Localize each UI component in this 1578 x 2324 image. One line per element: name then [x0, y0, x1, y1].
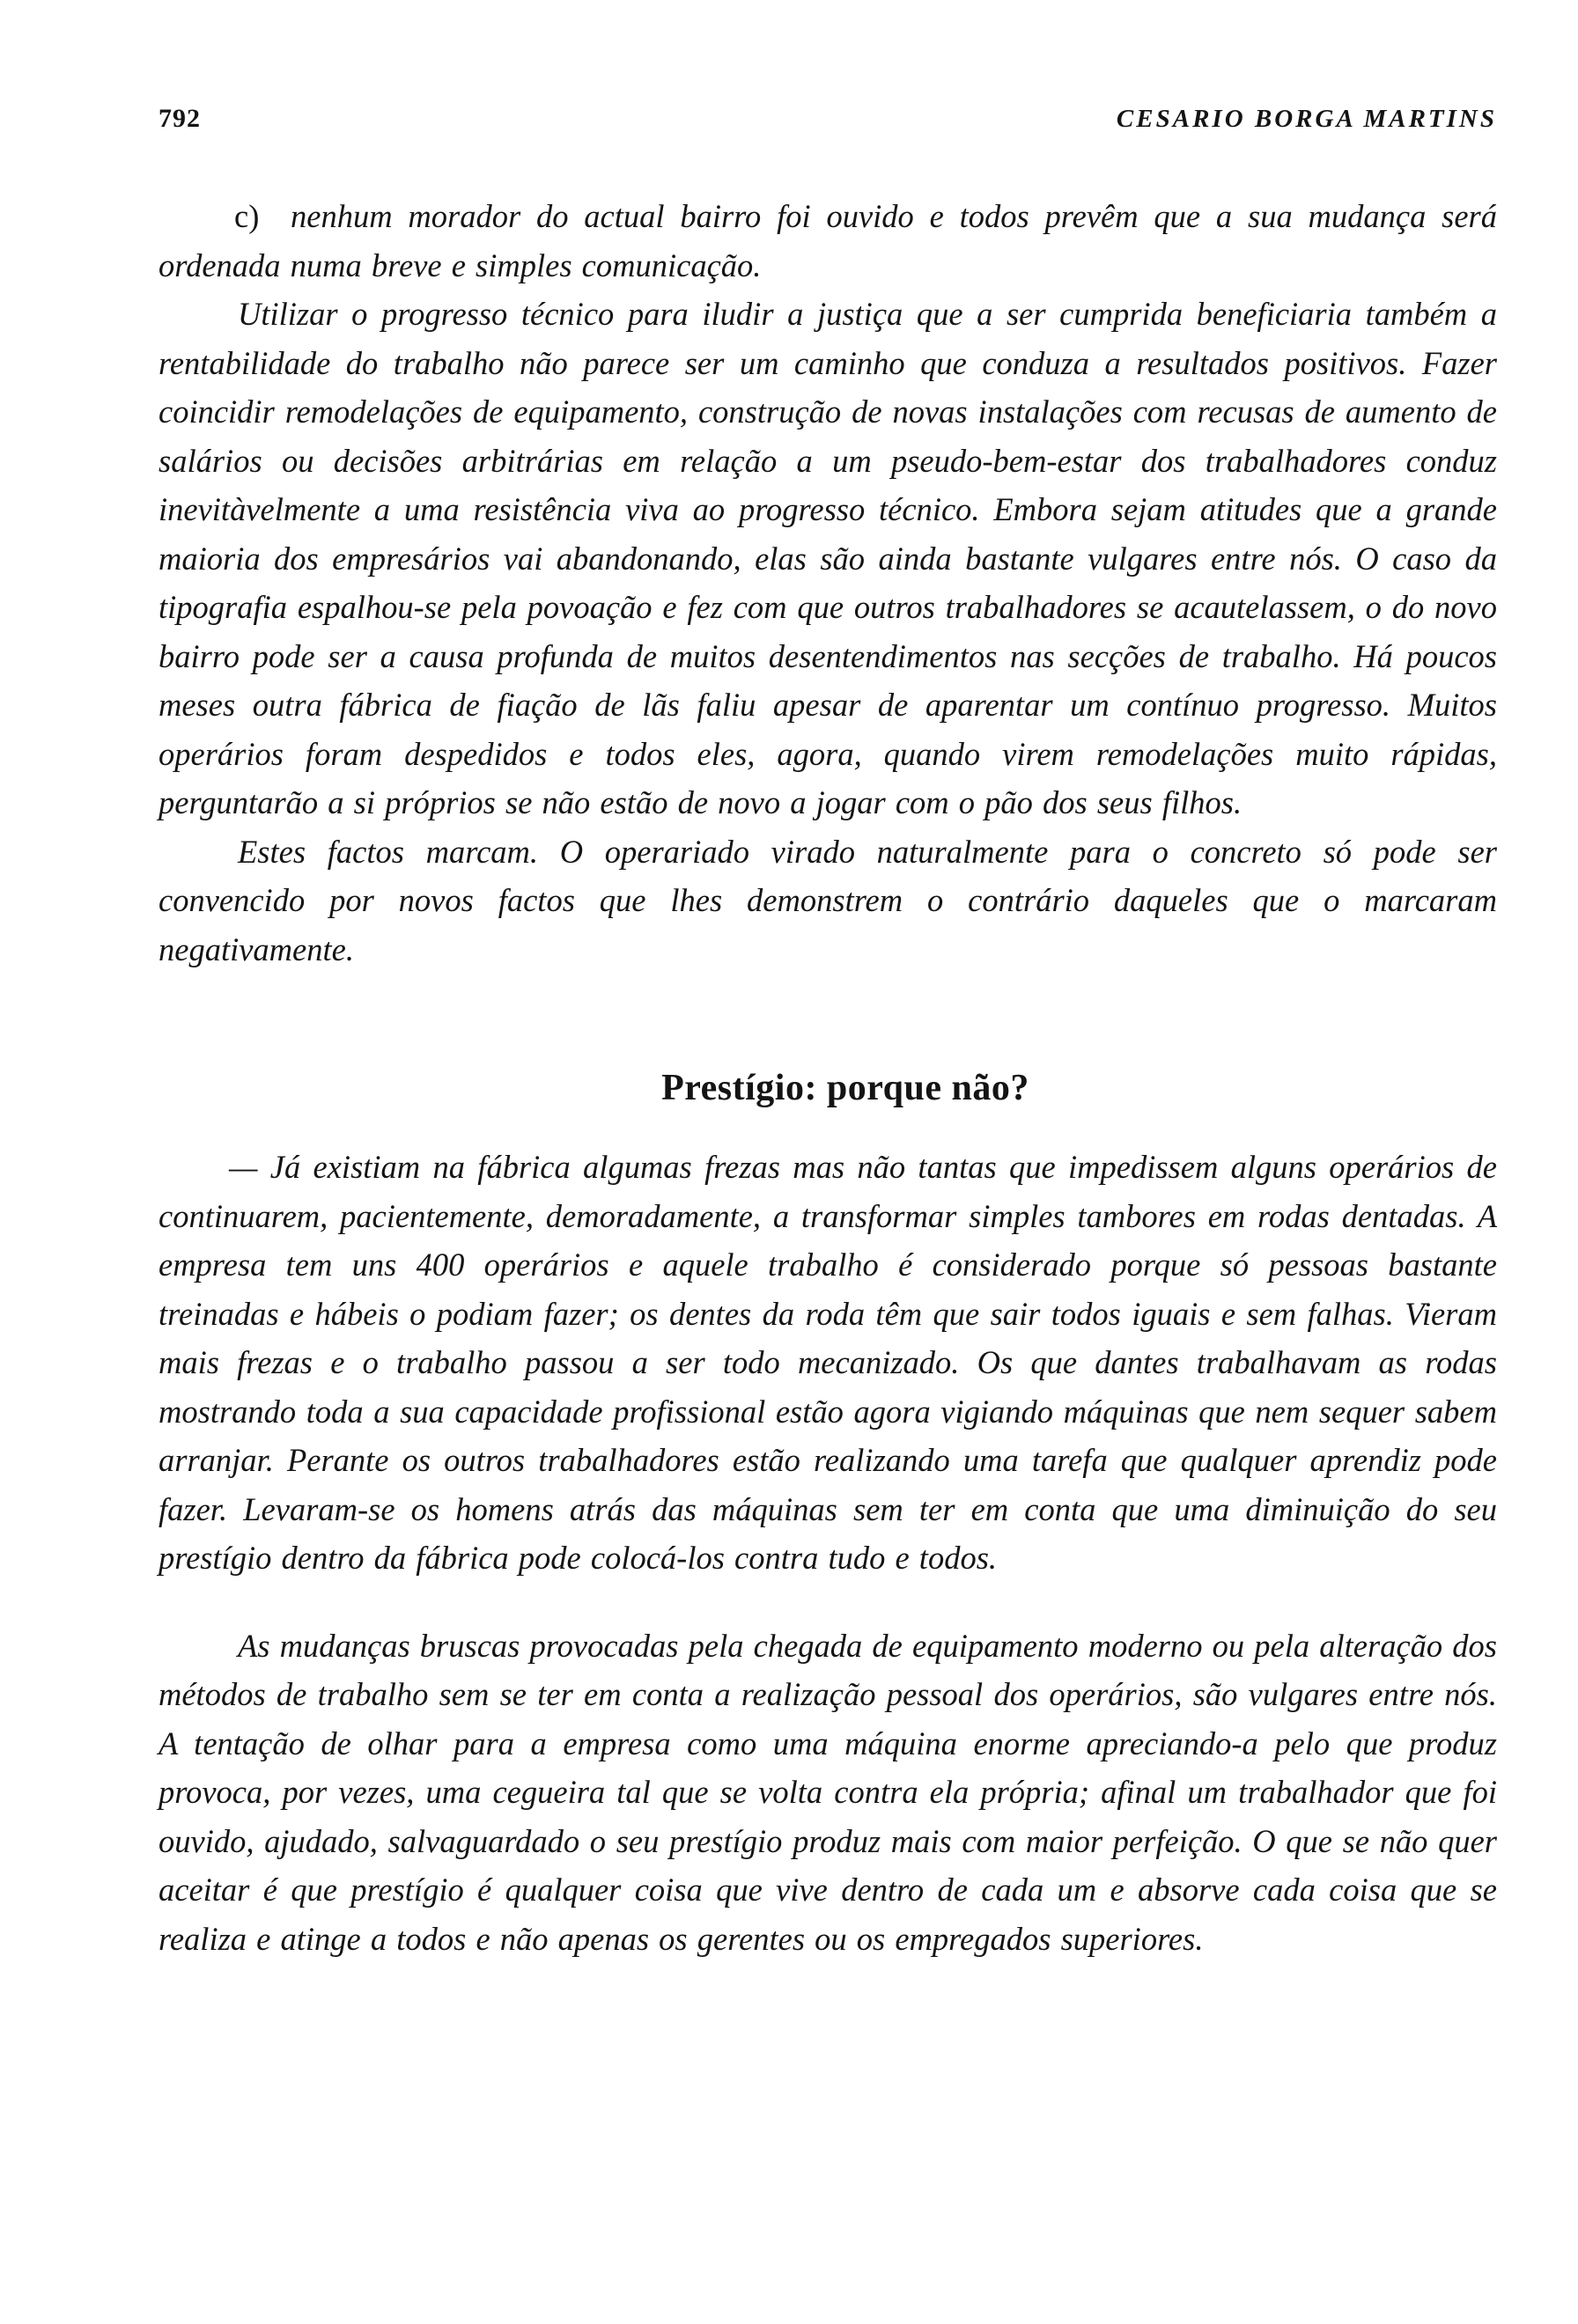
section-prestigio: [159, 1143, 1497, 1963]
list-item-c: [159, 192, 1497, 290]
section-continuation: [159, 192, 1497, 974]
running-title: CESARIO BORGA MARTINS: [1116, 105, 1497, 133]
body-paragraph: — Já existiam na fábrica algumas frezas mas não tantas que impedissem alguns operários de continuarem, pacientemente, demoradamente, a transformar simples tambores em rodas dentadas. A empresa tem uns 400 operários e aquele trabalho é considerado porque só pessoas bastante treinadas e hábeis o podiam fazer; os dentes da roda têm que sair todos iguais e sem falhas. Vieram mais frezas e o trabalho passou a ser todo mecanizado. Os que dantes trabalhavam as rodas mostrando toda a sua capacidade profissional estão agora vigiando máquinas que nem sequer sabem arranjar. Perante os outros trabalhadores estão realizando uma tarefa que qualquer aprendiz pode fazer. Levaram-se os homens atrás das máquinas sem ter em conta que uma diminuição do seu prestígio dentro da fábrica pode colocá-los contra tudo e todos.: [159, 1149, 1497, 1576]
body-paragraph: Estes factos marcam. O operariado virado naturalmente para o concreto só pode ser convencido por novos factos que lhes demonstrem o contrário daqueles que o marcaram negativamente.: [159, 833, 1497, 967]
list-item-text: nenhum morador do actual bairro foi ouvido e todos prevêm que a sua mudança será ordenada numa breve e simples comunicação.: [159, 198, 1498, 283]
page-number: 792: [159, 104, 201, 133]
body-paragraph: As mudanças bruscas provocadas pela chegada de equipamento moderno ou pela alteração dos métodos de trabalho sem se ter em conta a realização pessoal dos operários, são vulgares entre nós. A tentação de olhar para a empresa como uma máquina enorme apreciando-a pelo que produz provoca, por vezes, uma cegueira tal que se volta contra ela própria; afinal um trabalhador que foi ouvido, ajudado, salvaguardado o seu prestígio produz mais com maior perfeição. O que se não quer aceitar é que prestígio é qualquer coisa que vive dentro de cada um e absorve cada coisa que se realiza e atinge a todos e não apenas os gerentes ou os empregados superiores.: [159, 1627, 1497, 1957]
body-paragraph: Utilizar o progresso técnico para iludir a justiça que a ser cumprida beneficiaria também a rentabilidade do trabalho não parece ser um caminho que conduza a resultados positivos. Fazer coincidir remodelações de equipamento, construção de novas instalações com recusas de aumento de salários ou decisões arbitrárias em relação a um pseudo-bem-estar dos trabalhadores conduz inevitàvelmente a uma resistência viva ao progresso técnico. Embora sejam atitudes que a grande maioria dos empresários vai abandonando, elas são ainda bastante vulgares entre nós. O caso da tipografia espalhou-se pela povoação e fez com que outros trabalhadores se acautelassem, o do novo bairro pode ser a causa profunda de muitos desentendimentos nas secções de trabalho. Há poucos meses outra fábrica de fiação de lãs faliu apesar de aparentar um contínuo progresso. Muitos operários foram despedidos e todos eles, agora, quando virem remodelações muito rápidas, perguntarão a si próprios se não estão de novo a jogar com o pão dos seus filhos.: [159, 296, 1497, 820]
section-heading: Prestígio: porque não?: [661, 1068, 1029, 1108]
running-header: [159, 104, 1497, 146]
list-item-label: c): [234, 198, 260, 234]
document-page: [159, 104, 1497, 1963]
